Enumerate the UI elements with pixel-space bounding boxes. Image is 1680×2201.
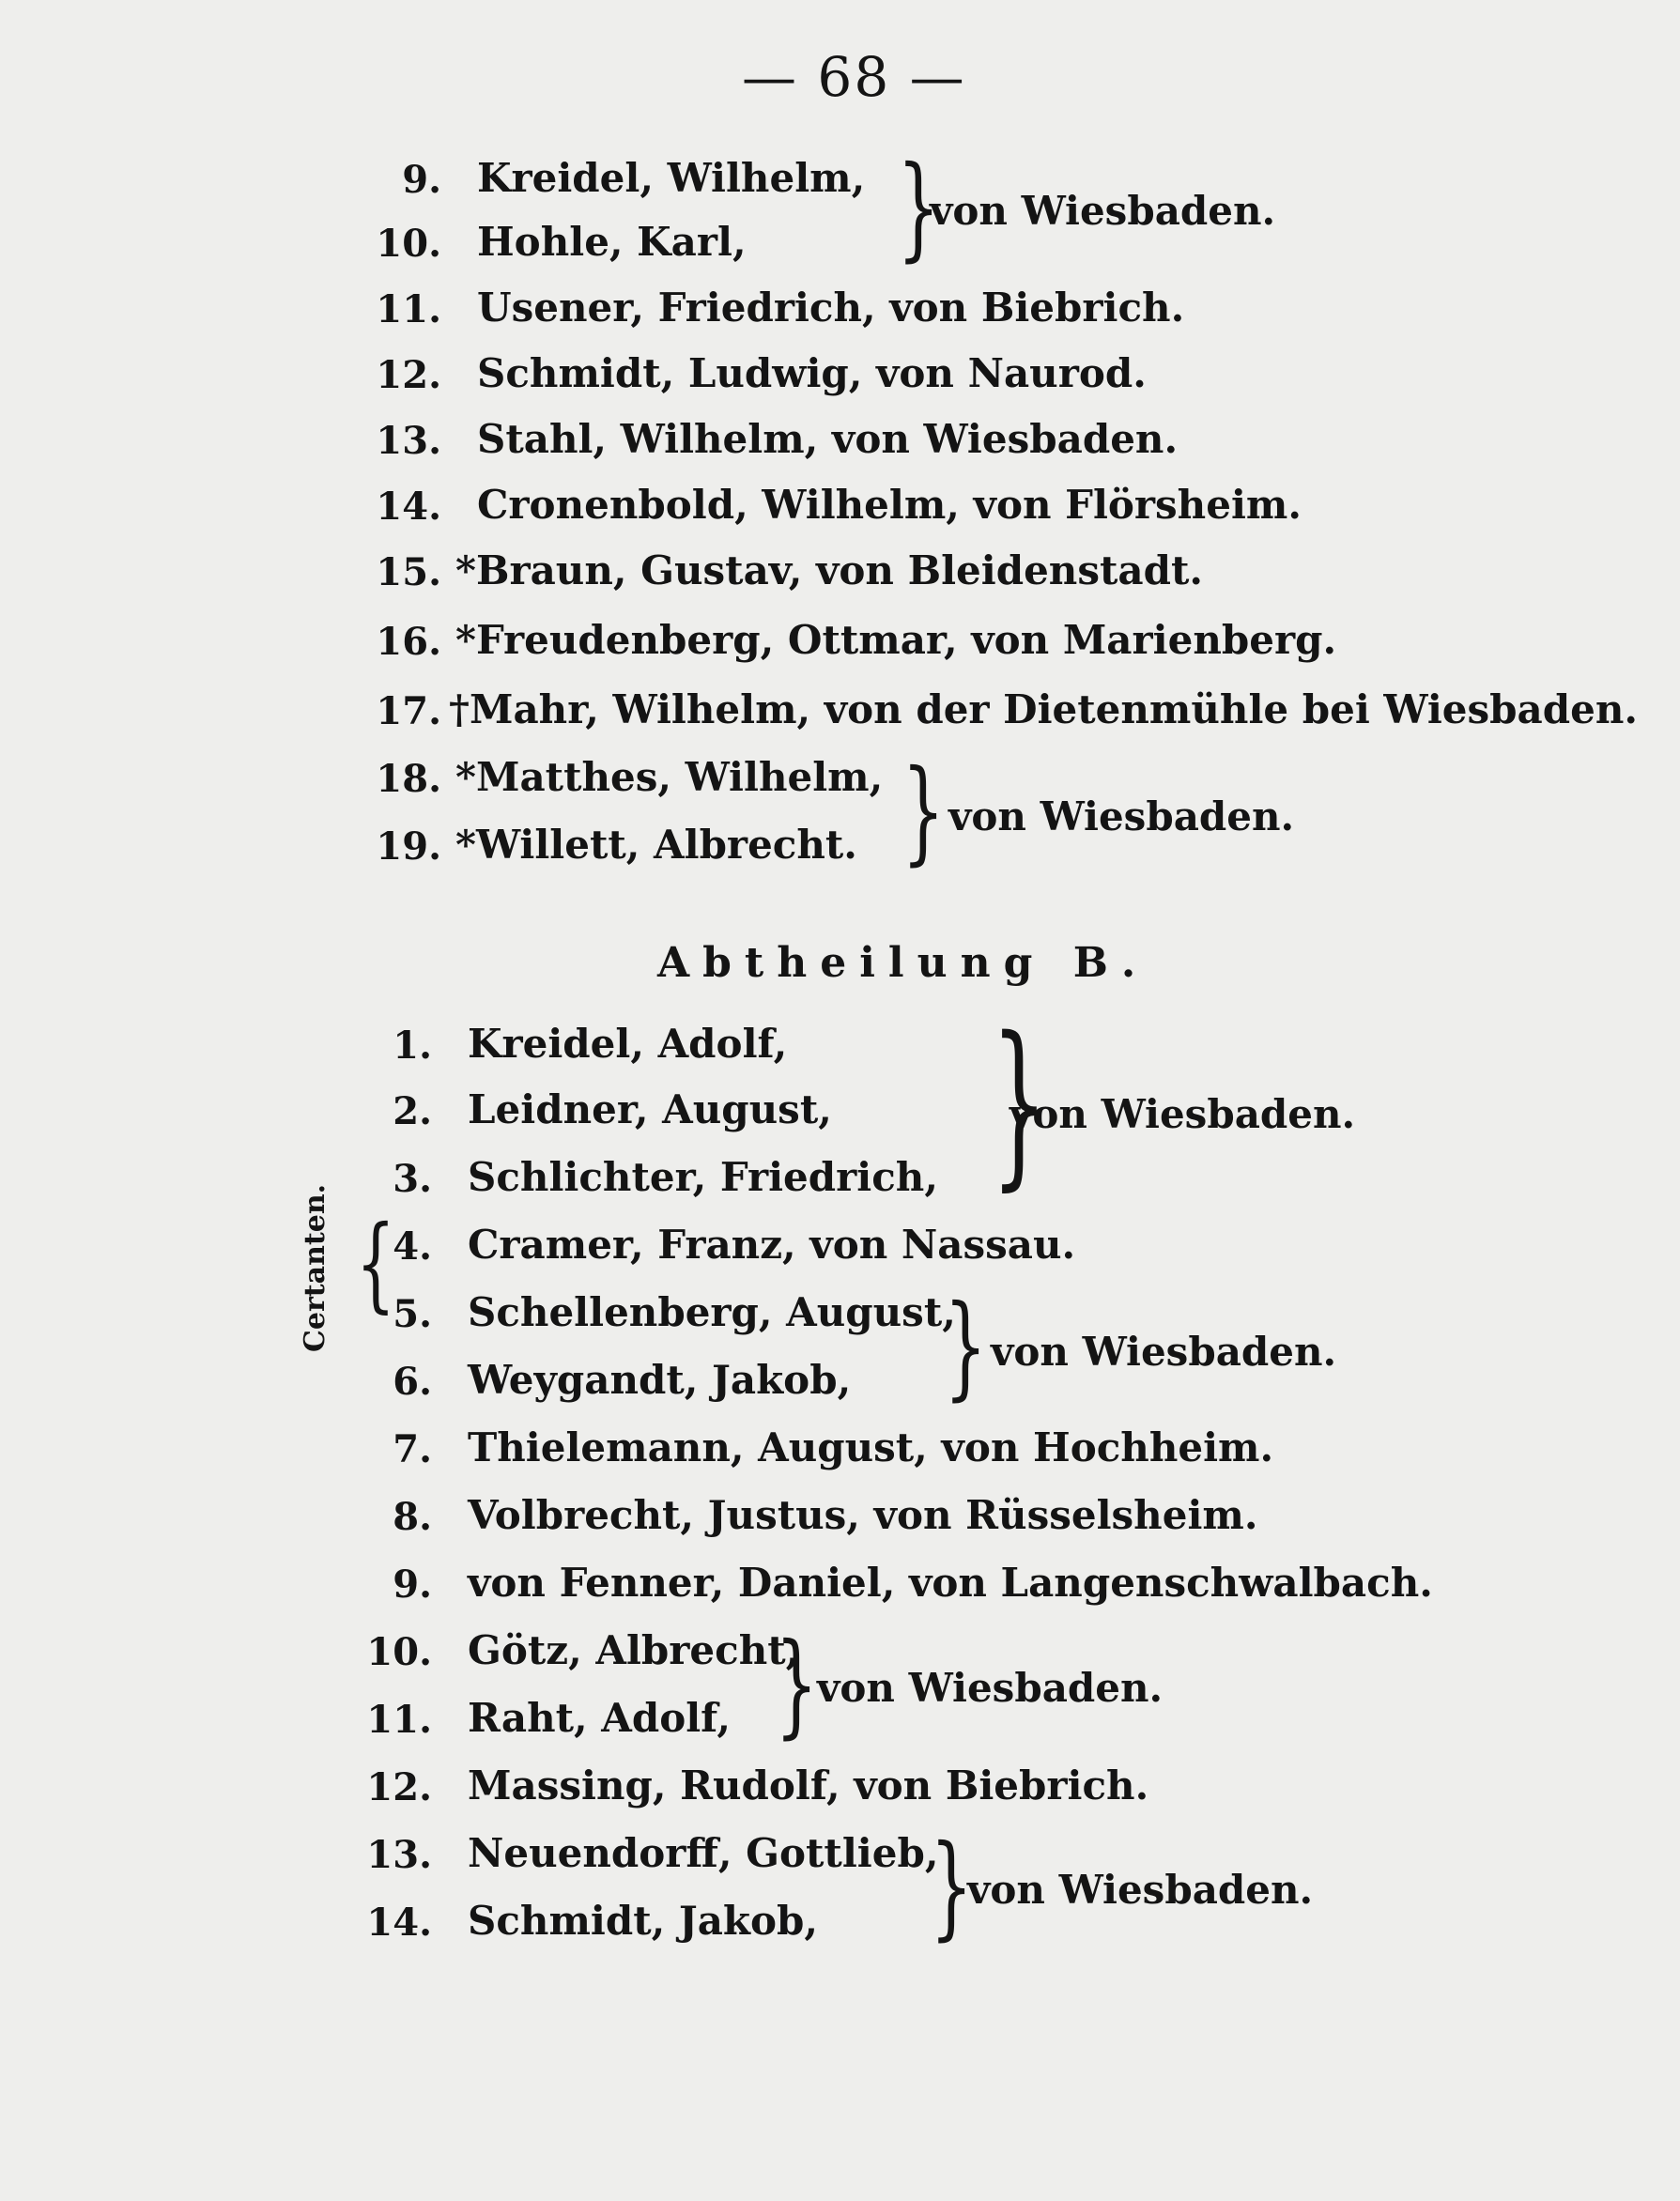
entry-number: 19. bbox=[376, 824, 441, 869]
entry-number: 18. bbox=[376, 757, 441, 801]
entry-number: 6. bbox=[393, 1360, 432, 1404]
entry-number: 12. bbox=[366, 1765, 432, 1809]
side-label: Certanten. bbox=[299, 1183, 331, 1352]
entry-number: 15. bbox=[376, 550, 441, 594]
entry-text: Weygandt, Jakob, bbox=[468, 1357, 852, 1403]
entry-number: 4. bbox=[393, 1224, 432, 1269]
group-location: von Wiesbaden. bbox=[948, 793, 1295, 839]
entry-number: 3. bbox=[393, 1157, 432, 1201]
entry-text: Kreidel, Wilhelm, bbox=[477, 155, 866, 201]
group-brace: } bbox=[902, 746, 946, 877]
entry-number: 10. bbox=[366, 1630, 432, 1674]
entry-number: 13. bbox=[366, 1833, 432, 1877]
group-brace: } bbox=[944, 1282, 988, 1412]
entry-text: Raht, Adolf, bbox=[468, 1695, 731, 1741]
entry-text: *Willett, Albrecht. bbox=[455, 822, 857, 868]
page-number: — 68 — bbox=[742, 45, 966, 109]
section-heading: Abtheilung B. bbox=[657, 939, 1149, 987]
entry-text: Cronenbold, Wilhelm, von Flörsheim. bbox=[477, 482, 1302, 528]
entry-text: Götz, Albrecht, bbox=[468, 1627, 800, 1673]
group-brace: } bbox=[775, 1620, 819, 1750]
entry-text: Schmidt, Jakob, bbox=[468, 1898, 819, 1944]
entry-text: Schmidt, Ludwig, von Naurod. bbox=[477, 350, 1147, 396]
group-location: von Wiesbaden. bbox=[967, 1867, 1314, 1913]
entry-text: *Braun, Gustav, von Bleidenstadt. bbox=[455, 547, 1203, 593]
entry-number: 2. bbox=[393, 1089, 432, 1133]
entry-number: 16. bbox=[376, 620, 441, 664]
entry-number: 1. bbox=[393, 1024, 432, 1068]
entry-number: 5. bbox=[393, 1292, 432, 1336]
entry-text: †Mahr, Wilhelm, von der Dietenmühle bei Wiesbaden. bbox=[449, 686, 1638, 732]
group-brace: } bbox=[930, 1822, 974, 1952]
entry-text: Schellenberg, August, bbox=[468, 1289, 956, 1335]
entry-number: 9. bbox=[393, 1562, 432, 1607]
entry-number: 11. bbox=[376, 287, 441, 331]
entry-number: 10. bbox=[376, 222, 441, 266]
entry-text: Hohle, Karl, bbox=[477, 219, 747, 265]
group-location: von Wiesbaden. bbox=[1010, 1091, 1356, 1137]
group-location: von Wiesbaden. bbox=[817, 1665, 1164, 1711]
entry-text: Schlichter, Friedrich, bbox=[468, 1154, 938, 1200]
entry-text: Leidner, August, bbox=[468, 1086, 832, 1132]
entry-number: 11. bbox=[366, 1698, 432, 1742]
entry-text: Thielemann, August, von Hochheim. bbox=[468, 1424, 1274, 1470]
entry-number: 17. bbox=[376, 689, 441, 733]
entry-text: Neuendorff, Gottlieb, bbox=[468, 1830, 939, 1876]
entry-text: Volbrecht, Justus, von Rüsselsheim. bbox=[468, 1492, 1258, 1538]
entry-text: Stahl, Wilhelm, von Wiesbaden. bbox=[477, 416, 1179, 462]
group-location: von Wiesbaden. bbox=[930, 188, 1276, 234]
entry-text: *Freudenberg, Ottmar, von Marienberg. bbox=[455, 617, 1337, 663]
entry-number: 12. bbox=[376, 353, 441, 397]
entry-text: Cramer, Franz, von Nassau. bbox=[468, 1222, 1076, 1268]
entry-number: 9. bbox=[402, 158, 441, 202]
group-location: von Wiesbaden. bbox=[991, 1329, 1337, 1375]
entry-text: Kreidel, Adolf, bbox=[468, 1021, 788, 1067]
entry-number: 13. bbox=[376, 419, 441, 463]
entry-text: von Fenner, Daniel, von Langenschwalbach. bbox=[468, 1560, 1433, 1606]
group-brace: } bbox=[897, 143, 941, 273]
entry-text: *Matthes, Wilhelm, bbox=[455, 754, 884, 800]
entry-text: Massing, Rudolf, von Biebrich. bbox=[468, 1762, 1149, 1809]
entry-number: 7. bbox=[393, 1427, 432, 1471]
entry-number: 14. bbox=[366, 1901, 432, 1945]
group-brace: } bbox=[991, 999, 1048, 1207]
entry-number: 8. bbox=[393, 1495, 432, 1539]
side-brace: { bbox=[356, 1203, 395, 1323]
entry-number: 14. bbox=[376, 485, 441, 529]
entry-text: Usener, Friedrich, von Biebrich. bbox=[477, 285, 1185, 331]
